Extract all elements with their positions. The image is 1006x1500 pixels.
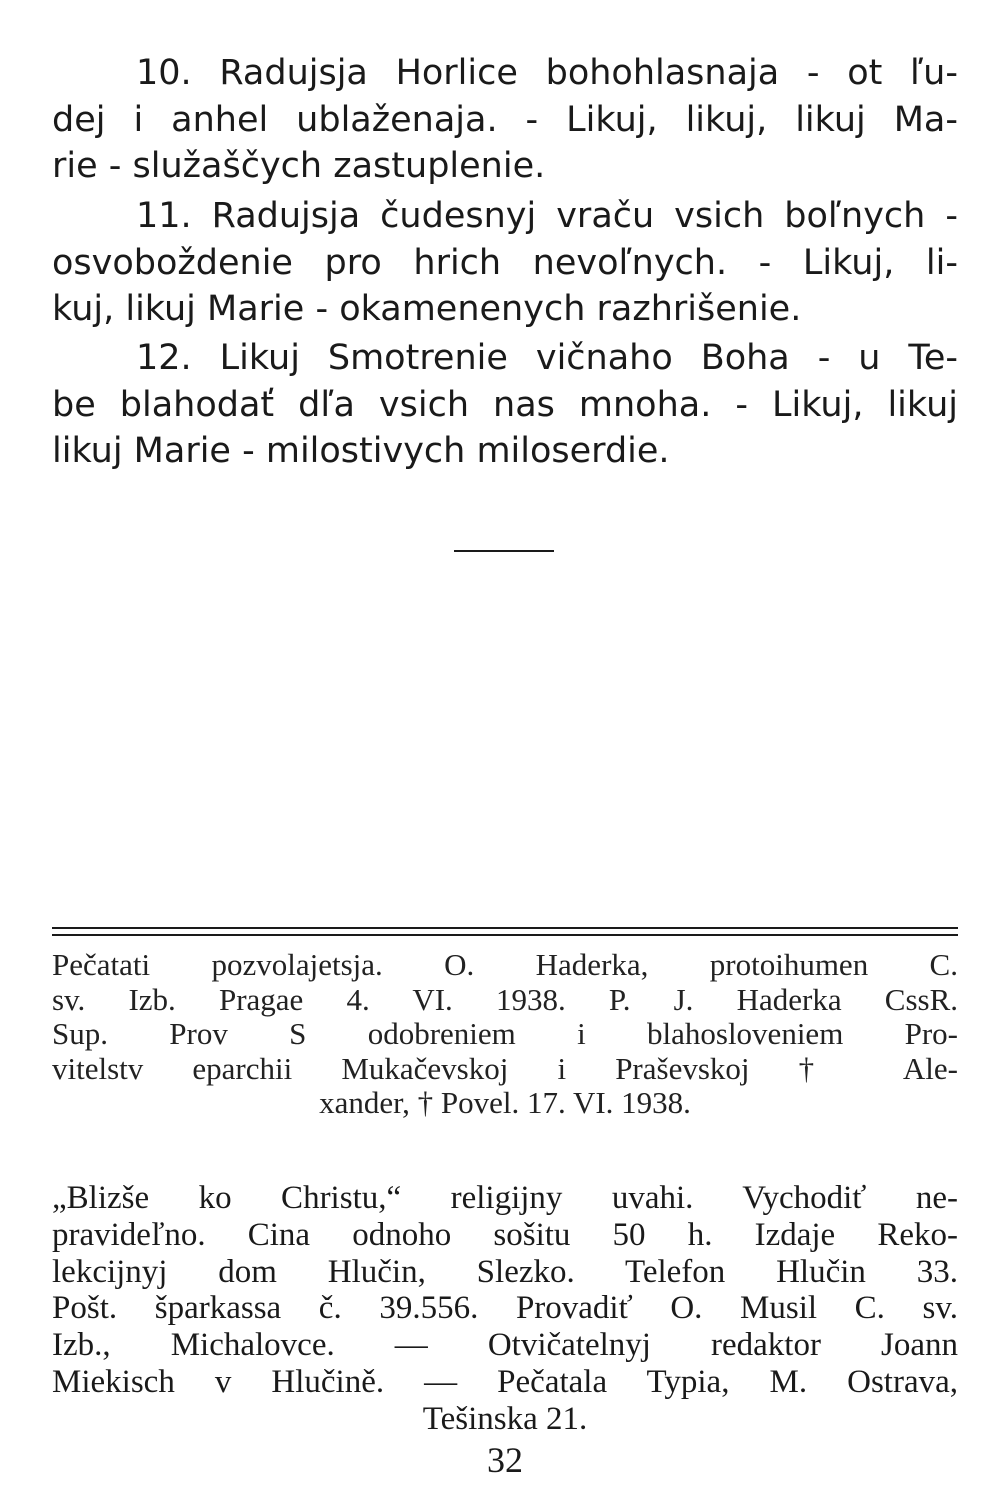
stanza-line: osvoboždenie pro hrich nevoľnych. - Likuj, li- xyxy=(52,242,958,283)
stanza-line: 10. Radujsja Horlice bohohlasnaja - ot ľu- xyxy=(136,53,958,93)
stanza-line: rie - služaščych zastuplenie. xyxy=(52,146,546,186)
stanza-line: be blahodať dľa vsich nas mnoha. - Likuj, likuj xyxy=(52,384,958,425)
stanza-10 xyxy=(52,50,958,190)
footer-rule-bottom xyxy=(52,934,958,936)
colophon-line: „Blizše ko Christu,“ religijny uvahi. Vychodiť ne- xyxy=(52,1180,958,1216)
colophon-line: pravideľno. Cina odnoho sošitu 50 h. Izdaje Reko- xyxy=(52,1216,958,1253)
stanza-line: dej i anhel ublaženaja. - Likuj, likuj, likuj Ma- xyxy=(52,99,958,140)
colophon-line: Miekisch v Hlučině. — Pečatala Typia, M. Ostrava, xyxy=(52,1363,958,1400)
imprimatur-notice xyxy=(52,948,958,1121)
stanza-line: 11. Radujsja čudesnyj vraču vsich boľnych - xyxy=(136,196,958,236)
book-page xyxy=(52,50,958,1480)
colophon xyxy=(52,1180,958,1438)
section-divider xyxy=(454,550,554,552)
footer-rule-top xyxy=(52,927,958,929)
imprint-line: vitelstv eparchii Mukačevskoj i Praševskoj † Ale- xyxy=(52,1050,958,1086)
colophon-line: Tešinska 21. xyxy=(422,1400,588,1437)
stanza-line: 12. Likuj Smotrenie vičnaho Boha - u Te- xyxy=(136,338,958,378)
colophon-line: Pošt. šparkassa č. 39.556. Provadiť O. Musil C. sv. xyxy=(52,1290,958,1327)
page-number: 32 xyxy=(487,1440,523,1480)
imprint-line: xander, † Povel. 17. VI. 1938. xyxy=(319,1085,691,1120)
colophon-line: Izb., Michalovce. — Otvičatelnyj redaktor Joann xyxy=(52,1327,958,1364)
colophon-line: lekcijnyj dom Hlučin, Slezko. Telefon Hlučin 33. xyxy=(52,1253,958,1290)
imprint-line: sv. Izb. Pragae 4. VI. 1938. P. J. Haderka CssR. xyxy=(52,981,958,1017)
imprint-line: Pečatati pozvolajetsja. O. Haderka, protoihumen C. xyxy=(52,947,958,982)
stanza-11 xyxy=(52,193,958,333)
imprint-line: Sup. Prov S odobreniem i blahosloveniem Pro- xyxy=(52,1016,958,1051)
stanza-line: likuj Marie - milostivych miloserdie. xyxy=(52,431,670,471)
stanza-line: kuj, likuj Marie - okamenenych razhrišenie. xyxy=(52,289,802,329)
stanza-12 xyxy=(52,335,958,475)
